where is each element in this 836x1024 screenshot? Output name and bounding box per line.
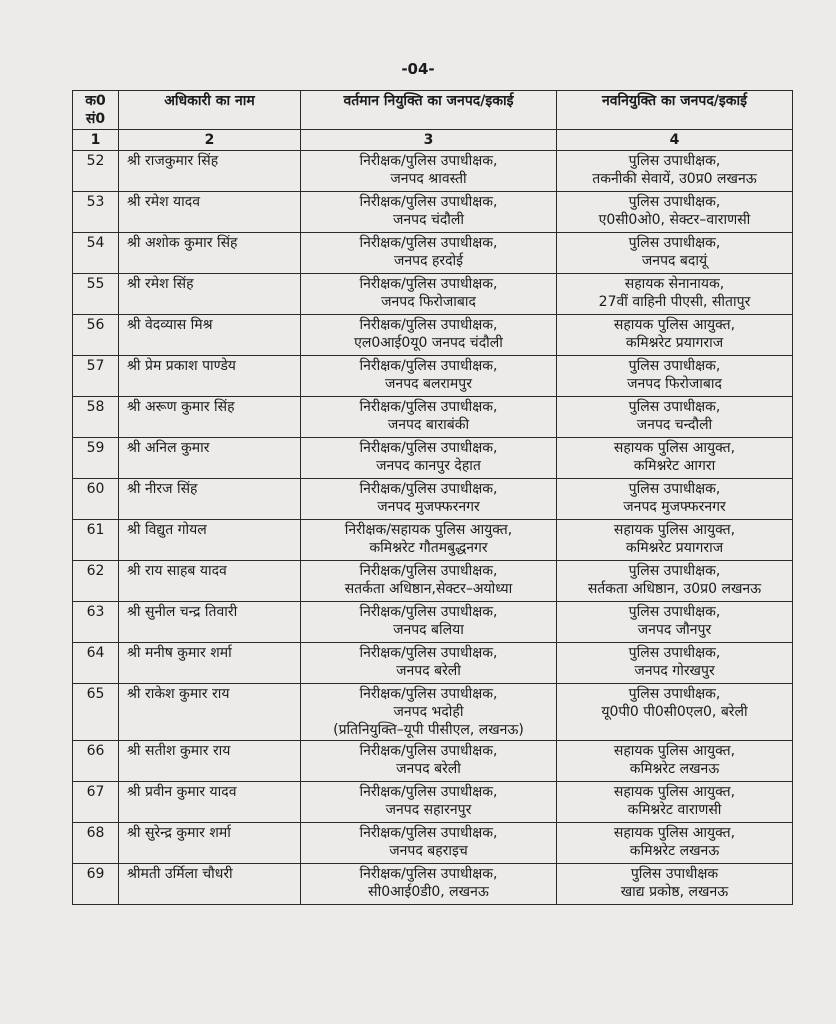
table-row	[73, 782, 793, 823]
serial-number: 59	[73, 438, 119, 479]
officer-name: श्री सुरेन्द्र कुमार शर्मा	[119, 823, 301, 864]
new-posting-line: सहायक पुलिस आयुक्त,	[613, 317, 736, 333]
current-posting-line: निरीक्षक/पुलिस उपाधीक्षक,	[359, 604, 498, 620]
current-posting-line: जनपद बलिया	[393, 622, 464, 638]
officer-name: श्री सतीश कुमार राय	[119, 741, 301, 782]
new-posting-line: पुलिस उपाधीक्षक,	[628, 645, 721, 661]
serial-number: 57	[73, 356, 119, 397]
officer-name: श्री अशोक कुमार सिंह	[119, 233, 301, 274]
current-posting-line: निरीक्षक/पुलिस उपाधीक्षक,	[359, 399, 498, 415]
table-body	[73, 151, 793, 905]
serial-number: 68	[73, 823, 119, 864]
current-posting-line: निरीक्षक/पुलिस उपाधीक्षक,	[359, 276, 498, 292]
new-posting-line: पुलिस उपाधीक्षक,	[628, 235, 721, 251]
officer-name: श्री राय साहब यादव	[119, 561, 301, 602]
header-new-posting: नवनियुक्ति का जनपद/इकाई	[557, 91, 793, 130]
serial-number: 54	[73, 233, 119, 274]
officer-name: श्री नीरज सिंह	[119, 479, 301, 520]
current-posting-line: निरीक्षक/सहायक पुलिस आयुक्त,	[344, 522, 513, 538]
current-posting-line: निरीक्षक/पुलिस उपाधीक्षक,	[359, 481, 498, 497]
column-number-row	[73, 130, 793, 151]
new-posting-line: सहायक पुलिस आयुक्त,	[613, 522, 736, 538]
table-row	[73, 192, 793, 233]
serial-number: 60	[73, 479, 119, 520]
new-posting-line: जनपद चन्दौली	[636, 417, 713, 433]
current-posting-line: निरीक्षक/पुलिस उपाधीक्षक,	[359, 563, 498, 579]
new-posting-line: जनपद फिरोजाबाद	[627, 376, 722, 392]
new-posting	[557, 479, 793, 520]
new-posting	[557, 684, 793, 741]
header-row	[73, 91, 793, 130]
current-posting-line: जनपद फिरोजाबाद	[381, 294, 476, 310]
new-posting-line: पुलिस उपाधीक्षक,	[628, 399, 721, 415]
current-posting-line: निरीक्षक/पुलिस उपाधीक्षक,	[359, 317, 498, 333]
new-posting	[557, 192, 793, 233]
officer-name: श्री अनिल कुमार	[119, 438, 301, 479]
current-posting	[301, 192, 557, 233]
current-posting-line: निरीक्षक/पुलिस उपाधीक्षक,	[359, 645, 498, 661]
current-posting-line: जनपद बाराबंकी	[387, 417, 470, 433]
new-posting	[557, 561, 793, 602]
new-posting-line: कमिश्नरेट वाराणसी	[627, 802, 722, 818]
serial-number: 67	[73, 782, 119, 823]
officer-name: श्री रमेश यादव	[119, 192, 301, 233]
header-sr: क0 सं0	[73, 91, 119, 130]
new-posting-line: यू0पी0 पी0सी0एल0, बरेली	[601, 704, 748, 720]
current-posting-line: निरीक्षक/पुलिस उपाधीक्षक,	[359, 686, 498, 702]
serial-number: 63	[73, 602, 119, 643]
column-number: 4	[557, 130, 793, 151]
current-posting-line: निरीक्षक/पुलिस उपाधीक्षक,	[359, 743, 498, 759]
officer-name: श्री विद्युत गोयल	[119, 520, 301, 561]
new-posting	[557, 782, 793, 823]
current-posting-line: जनपद हरदोई	[393, 253, 464, 269]
table-row	[73, 233, 793, 274]
new-posting	[557, 397, 793, 438]
new-posting-line: पुलिस उपाधीक्षक,	[628, 686, 721, 702]
current-posting-line: एल0आई0यू0 जनपद चंदौली	[354, 335, 503, 351]
current-posting	[301, 741, 557, 782]
serial-number: 56	[73, 315, 119, 356]
table-row	[73, 315, 793, 356]
table-row	[73, 561, 793, 602]
new-posting-line: सहायक पुलिस आयुक्त,	[613, 784, 736, 800]
current-posting-line: सतर्कता अधिष्ठान,सेक्टर–अयोध्या	[344, 581, 513, 597]
table-row	[73, 684, 793, 741]
officer-name: श्रीमती उर्मिला चौधरी	[119, 864, 301, 905]
new-posting-line: 27वीं वाहिनी पीएसी, सीतापुर	[598, 294, 751, 310]
new-posting-line: पुलिस उपाधीक्षक,	[628, 481, 721, 497]
current-posting-line: जनपद बलरामपुर	[385, 376, 472, 392]
new-posting-line: सर्तकता अधिष्ठान, उ0प्र0 लखनऊ	[587, 581, 762, 597]
new-posting-line: सहायक पुलिस आयुक्त,	[613, 825, 736, 841]
serial-number: 66	[73, 741, 119, 782]
officer-name: श्री प्रवीन कुमार यादव	[119, 782, 301, 823]
current-posting-line: निरीक्षक/पुलिस उपाधीक्षक,	[359, 825, 498, 841]
new-posting-line: जनपद बदायूं	[641, 253, 708, 269]
new-posting-line: पुलिस उपाधीक्षक,	[628, 194, 721, 210]
page-number: -04-	[401, 60, 435, 78]
current-posting-line: जनपद सहारनपुर	[385, 802, 472, 818]
new-posting	[557, 864, 793, 905]
current-posting-line: निरीक्षक/पुलिस उपाधीक्षक,	[359, 153, 498, 169]
column-number: 3	[301, 130, 557, 151]
serial-number: 55	[73, 274, 119, 315]
new-posting-line: पुलिस उपाधीक्षक,	[628, 604, 721, 620]
new-posting-line: जनपद मुजफ्फरनगर	[623, 499, 726, 515]
current-posting-line: निरीक्षक/पुलिस उपाधीक्षक,	[359, 784, 498, 800]
current-posting	[301, 438, 557, 479]
current-posting-line: जनपद कानपुर देहात	[376, 458, 481, 474]
new-posting-line: कमिश्नरेट आगरा	[633, 458, 716, 474]
current-posting-line: जनपद मुजफ्फरनगर	[377, 499, 480, 515]
serial-number: 53	[73, 192, 119, 233]
current-posting	[301, 233, 557, 274]
table-row	[73, 479, 793, 520]
table-row	[73, 741, 793, 782]
current-posting	[301, 274, 557, 315]
new-posting	[557, 520, 793, 561]
new-posting-line: सहायक पुलिस आयुक्त,	[613, 743, 736, 759]
current-posting-line: (प्रतिनियुक्ति–यूपी पीसीएल, लखनऊ)	[333, 722, 524, 738]
new-posting-line: कमिश्नरेट लखनऊ	[629, 843, 720, 859]
table-row	[73, 397, 793, 438]
new-posting-line: पुलिस उपाधीक्षक,	[628, 563, 721, 579]
table-row	[73, 438, 793, 479]
new-posting-line: सहायक सेनानायक,	[624, 276, 725, 292]
current-posting	[301, 479, 557, 520]
new-posting-line: जनपद गोरखपुर	[634, 663, 715, 679]
officer-name: श्री राकेश कुमार राय	[119, 684, 301, 741]
column-number: 1	[73, 130, 119, 151]
new-posting-line: कमिश्नरेट प्रयागराज	[625, 335, 724, 351]
officer-name: श्री सुनील चन्द्र तिवारी	[119, 602, 301, 643]
transfer-table	[72, 90, 793, 905]
current-posting-line: निरीक्षक/पुलिस उपाधीक्षक,	[359, 866, 498, 882]
new-posting	[557, 438, 793, 479]
current-posting	[301, 315, 557, 356]
new-posting-line: सहायक पुलिस आयुक्त,	[613, 440, 736, 456]
current-posting	[301, 151, 557, 192]
table-row	[73, 864, 793, 905]
new-posting-line: तकनीकी सेवायें, उ0प्र0 लखनऊ	[592, 171, 757, 187]
officer-name: श्री प्रेम प्रकाश पाण्डेय	[119, 356, 301, 397]
current-posting	[301, 520, 557, 561]
current-posting-line: कमिश्नरेट गौतमबुद्धनगर	[369, 540, 488, 556]
header-current-posting: वर्तमान नियुक्ति का जनपद/इकाई	[301, 91, 557, 130]
current-posting	[301, 864, 557, 905]
current-posting-line: जनपद चंदौली	[392, 212, 465, 228]
current-posting-line: निरीक्षक/पुलिस उपाधीक्षक,	[359, 235, 498, 251]
new-posting	[557, 602, 793, 643]
new-posting-line: कमिश्नरेट लखनऊ	[629, 761, 720, 777]
officer-name: श्री अरूण कुमार सिंह	[119, 397, 301, 438]
serial-number: 62	[73, 561, 119, 602]
table-row	[73, 602, 793, 643]
header-name: अधिकारी का नाम	[119, 91, 301, 130]
officer-name: श्री मनीष कुमार शर्मा	[119, 643, 301, 684]
current-posting-line: जनपद बरेली	[396, 663, 461, 679]
current-posting	[301, 643, 557, 684]
table-row	[73, 274, 793, 315]
current-posting	[301, 823, 557, 864]
current-posting	[301, 356, 557, 397]
current-posting-line: जनपद बरेली	[396, 761, 461, 777]
serial-number: 64	[73, 643, 119, 684]
new-posting-line: पुलिस उपाधीक्षक,	[628, 358, 721, 374]
serial-number: 58	[73, 397, 119, 438]
new-posting	[557, 315, 793, 356]
officer-name: श्री राजकुमार सिंह	[119, 151, 301, 192]
new-posting	[557, 741, 793, 782]
current-posting	[301, 602, 557, 643]
new-posting-line: पुलिस उपाधीक्षक	[630, 866, 719, 882]
officer-name: श्री वेदव्यास मिश्र	[119, 315, 301, 356]
officer-name: श्री रमेश सिंह	[119, 274, 301, 315]
current-posting-line: निरीक्षक/पुलिस उपाधीक्षक,	[359, 440, 498, 456]
current-posting-line: निरीक्षक/पुलिस उपाधीक्षक,	[359, 194, 498, 210]
table-row	[73, 151, 793, 192]
table-row	[73, 356, 793, 397]
new-posting-line: जनपद जौनपुर	[637, 622, 712, 638]
new-posting	[557, 356, 793, 397]
current-posting-line: सी0आई0डी0, लखनऊ	[368, 884, 489, 900]
current-posting	[301, 684, 557, 741]
current-posting	[301, 782, 557, 823]
current-posting-line: जनपद श्रावस्ती	[390, 171, 467, 187]
new-posting	[557, 233, 793, 274]
serial-number: 61	[73, 520, 119, 561]
column-number: 2	[119, 130, 301, 151]
new-posting	[557, 274, 793, 315]
new-posting	[557, 823, 793, 864]
serial-number: 52	[73, 151, 119, 192]
new-posting	[557, 151, 793, 192]
current-posting	[301, 561, 557, 602]
current-posting	[301, 397, 557, 438]
new-posting-line: खाद्य प्रकोष्ठ, लखनऊ	[620, 884, 729, 900]
serial-number: 65	[73, 684, 119, 741]
new-posting	[557, 643, 793, 684]
current-posting-line: जनपद भदोही	[393, 704, 464, 720]
new-posting-line: कमिश्नरेट प्रयागराज	[625, 540, 724, 556]
new-posting-line: ए0सी0ओ0, सेक्टर–वाराणसी	[598, 212, 751, 228]
table-row	[73, 643, 793, 684]
serial-number: 69	[73, 864, 119, 905]
table-row	[73, 823, 793, 864]
new-posting-line: पुलिस उपाधीक्षक,	[628, 153, 721, 169]
current-posting-line: जनपद बहराइच	[389, 843, 468, 859]
current-posting-line: निरीक्षक/पुलिस उपाधीक्षक,	[359, 358, 498, 374]
table-row	[73, 520, 793, 561]
